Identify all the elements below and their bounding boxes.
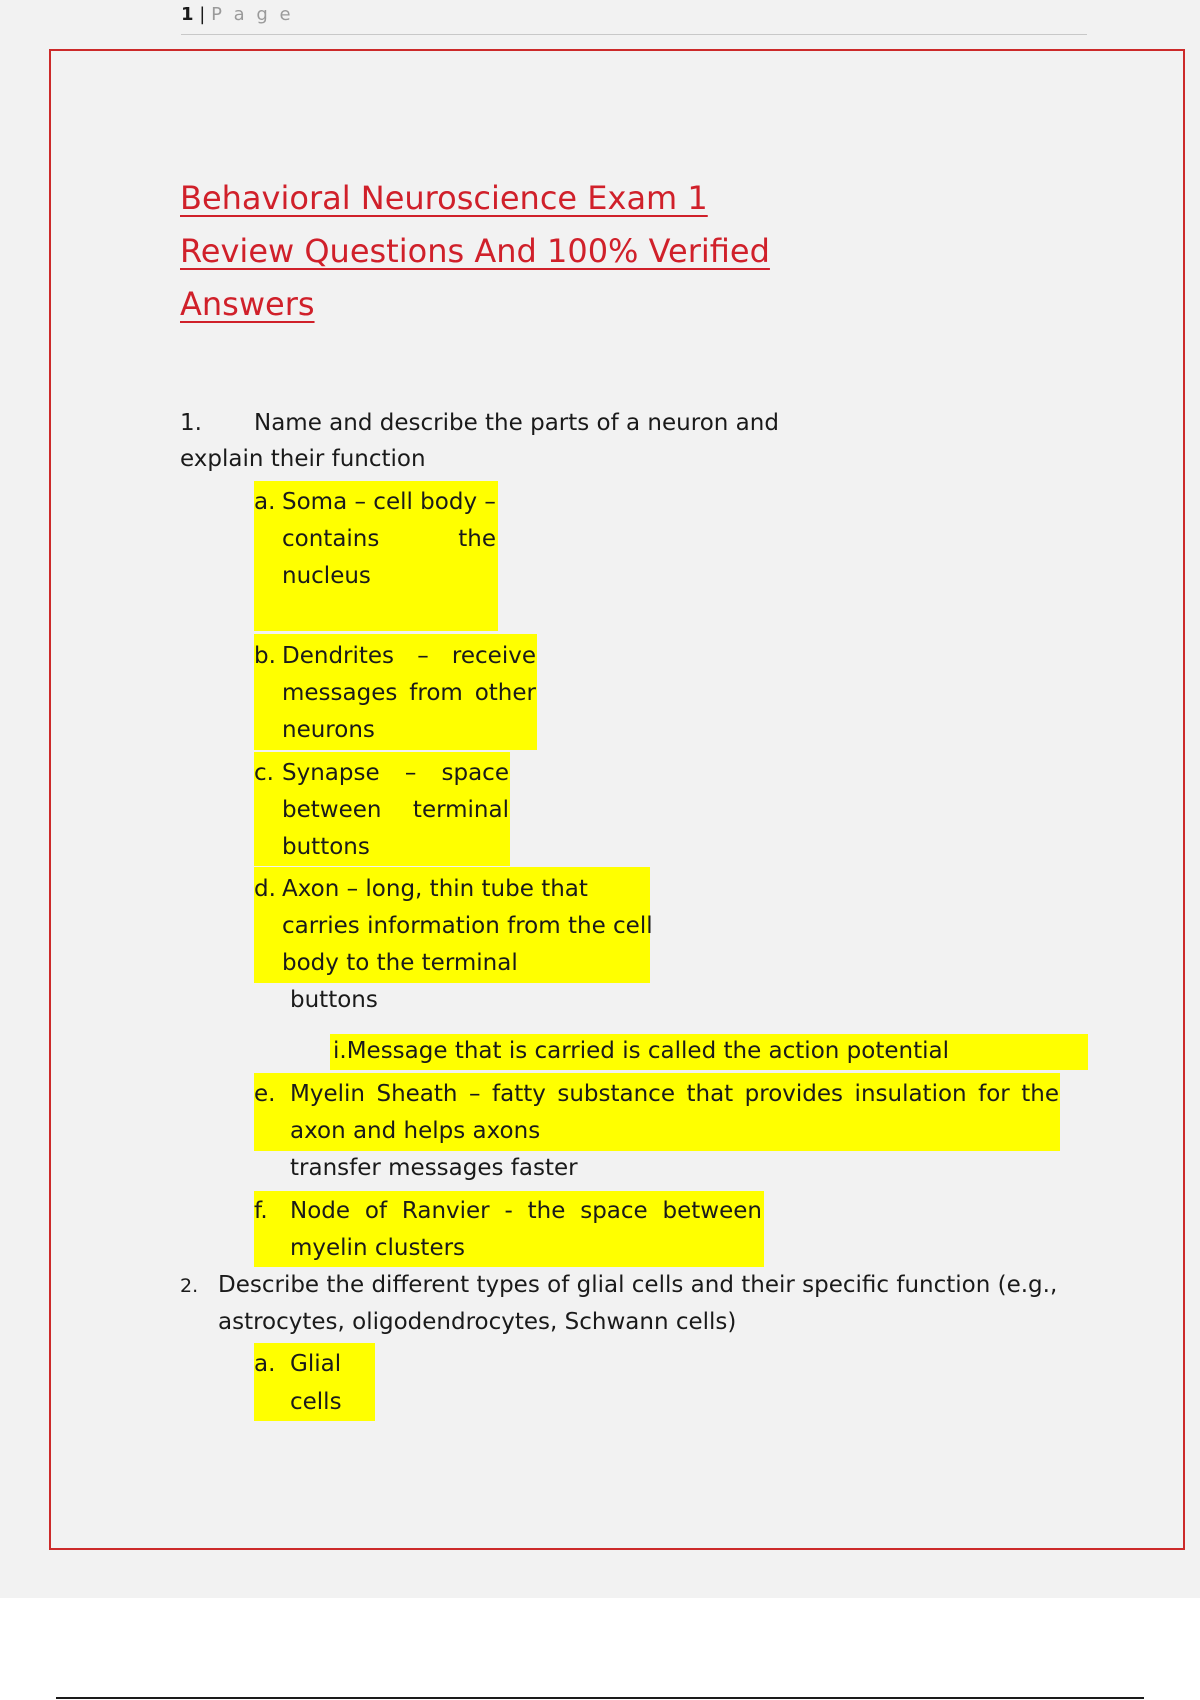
item-d-line-4: buttons xyxy=(290,987,378,1013)
item-a-line-2 xyxy=(282,521,496,558)
item-e-line-2: axon and helps axons xyxy=(290,1118,541,1144)
item-c-line-2 xyxy=(282,792,509,829)
item-a-word: the xyxy=(458,526,496,552)
title-line-1: Behavioral Neuroscience Exam 1 xyxy=(180,179,708,217)
question-1-line-2: explain their function xyxy=(180,446,426,472)
item-c-word: – xyxy=(404,760,417,786)
item-b-word: messages xyxy=(282,680,398,706)
item-c-word: Synapse xyxy=(282,760,380,786)
item-e-marker: e. xyxy=(254,1081,276,1107)
question-1-number: 1. xyxy=(180,410,202,436)
title-line-3: Answers xyxy=(180,285,315,323)
item-b-marker: b. xyxy=(254,643,276,669)
item-a-line-1: Soma – cell body – xyxy=(282,489,496,515)
next-page-rule xyxy=(56,1697,1144,1699)
question-2-line-1: Describe the different types of glial cells and their specific function (e.g., xyxy=(218,1272,1058,1298)
item-b-line-2 xyxy=(282,675,536,712)
item-d-line-3: body to the terminal xyxy=(282,950,518,976)
question-2-number: 2. xyxy=(180,1275,199,1297)
item-f-line-1: Node of Ranvier - the space between xyxy=(290,1198,762,1224)
item-a-word: contains xyxy=(282,526,380,552)
item-c-word: terminal xyxy=(412,797,509,823)
page-word: P a g e xyxy=(211,4,294,25)
question-1-line-1: Name and describe the parts of a neuron and xyxy=(254,410,779,436)
item-d-line-1: Axon – long, thin tube that xyxy=(282,876,588,902)
q2-item-a-marker: a. xyxy=(254,1351,276,1377)
item-b-line-3: neurons xyxy=(282,717,375,743)
title-line-2: Review Questions And 100% Verified xyxy=(180,232,770,270)
item-b-word: Dendrites xyxy=(282,643,395,669)
item-a-line-3: nucleus xyxy=(282,563,371,589)
document-title xyxy=(180,172,820,331)
item-c-marker: c. xyxy=(254,760,274,786)
item-c-line-1 xyxy=(282,755,509,792)
q2-item-a-line-1: Glial xyxy=(290,1351,342,1377)
item-d-i-text: i.Message that is carried is called the action potential xyxy=(333,1038,949,1064)
item-c-line-3: buttons xyxy=(282,834,370,860)
item-c-word: between xyxy=(282,797,382,823)
item-c-word: space xyxy=(441,760,509,786)
page-separator: | xyxy=(199,4,206,25)
item-b-word: – xyxy=(417,643,429,669)
page-header xyxy=(181,4,1087,35)
item-e-line-1: Myelin Sheath – fatty substance that provides insulation for the xyxy=(290,1081,1059,1107)
item-d-marker: d. xyxy=(254,876,276,902)
question-2-line-2: astrocytes, oligodendrocytes, Schwann cells) xyxy=(218,1309,737,1335)
item-f-line-2: myelin clusters xyxy=(290,1235,466,1261)
item-b-word: receive xyxy=(451,643,536,669)
item-d-line-2: carries information from the cell xyxy=(282,913,653,939)
item-b-word: other xyxy=(474,680,536,706)
item-e-line-3: transfer messages faster xyxy=(290,1155,578,1181)
item-f-marker: f. xyxy=(254,1198,268,1224)
page-number: 1 xyxy=(181,4,194,25)
q2-item-a-line-2: cells xyxy=(290,1389,342,1415)
item-b-line-1 xyxy=(282,638,536,675)
item-a-marker: a. xyxy=(254,489,276,515)
item-b-word: from xyxy=(409,680,463,706)
